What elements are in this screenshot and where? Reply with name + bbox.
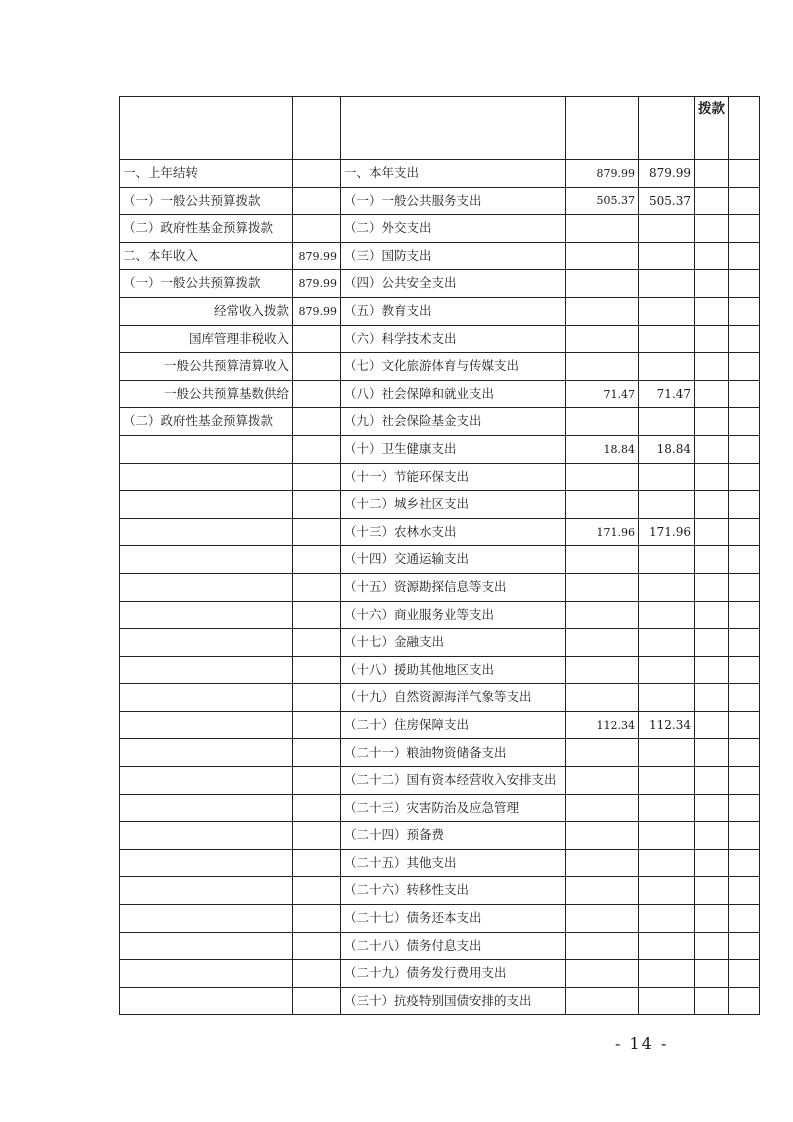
expense-basic-cell: 171.96 <box>639 518 695 546</box>
appropriation-cell <box>695 573 729 601</box>
expense-total-cell <box>566 463 639 491</box>
header-cell-income-amount <box>293 97 341 160</box>
table-row <box>120 435 760 463</box>
expense-item-cell: （十八）援助其他地区支出 <box>341 656 566 684</box>
income-item-cell <box>120 518 293 546</box>
appropriation-cell <box>695 932 729 960</box>
table-row <box>120 629 760 657</box>
income-amount-cell <box>293 629 341 657</box>
last-cell <box>729 546 760 574</box>
table-row <box>120 987 760 1015</box>
table-row <box>120 905 760 933</box>
income-amount-cell <box>293 849 341 877</box>
table-row <box>120 297 760 325</box>
table-row <box>120 711 760 739</box>
header-cell-income-item <box>120 97 293 160</box>
income-item-cell <box>120 656 293 684</box>
expense-item-cell: （十七）金融支出 <box>341 629 566 657</box>
appropriation-cell <box>695 215 729 243</box>
appropriation-cell <box>695 491 729 519</box>
income-item-cell: （二）政府性基金预算拨款 <box>120 215 293 243</box>
table-row <box>120 932 760 960</box>
expense-basic-cell <box>639 960 695 988</box>
expense-total-cell <box>566 656 639 684</box>
income-item-cell <box>120 463 293 491</box>
income-amount-cell <box>293 877 341 905</box>
last-cell <box>729 380 760 408</box>
expense-item-cell: 一、本年支出 <box>341 160 566 188</box>
appropriation-cell <box>695 711 729 739</box>
appropriation-cell <box>695 187 729 215</box>
expense-total-cell <box>566 573 639 601</box>
expense-total-cell <box>566 932 639 960</box>
expense-basic-cell <box>639 242 695 270</box>
header-cell-appropriation <box>695 97 729 160</box>
appropriation-cell <box>695 380 729 408</box>
expense-basic-cell: 112.34 <box>639 711 695 739</box>
table-row <box>120 270 760 298</box>
income-item-cell <box>120 711 293 739</box>
last-cell <box>729 463 760 491</box>
last-cell <box>729 215 760 243</box>
income-amount-cell <box>293 794 341 822</box>
income-amount-cell <box>293 656 341 684</box>
last-cell <box>729 629 760 657</box>
income-item-cell <box>120 629 293 657</box>
income-amount-cell: 879.99 <box>293 270 341 298</box>
table-row <box>120 656 760 684</box>
last-cell <box>729 767 760 795</box>
expense-basic-cell <box>639 270 695 298</box>
expense-total-cell <box>566 767 639 795</box>
expense-basic-cell <box>639 546 695 574</box>
expense-basic-cell <box>639 822 695 850</box>
income-item-cell <box>120 573 293 601</box>
appropriation-cell <box>695 546 729 574</box>
income-item-cell <box>120 987 293 1015</box>
appropriation-cell <box>695 435 729 463</box>
header-cell-expense-total <box>566 97 639 160</box>
table-row <box>120 546 760 574</box>
expense-total-cell <box>566 794 639 822</box>
expense-basic-cell <box>639 794 695 822</box>
expense-item-cell: （十六）商业服务业等支出 <box>341 601 566 629</box>
expense-item-cell: （八）社会保障和就业支出 <box>341 380 566 408</box>
expense-item-cell: （十五）资源勘探信息等支出 <box>341 573 566 601</box>
appropriation-cell <box>695 325 729 353</box>
last-cell <box>729 739 760 767</box>
income-amount-cell <box>293 822 341 850</box>
expense-total-cell: 171.96 <box>566 518 639 546</box>
income-amount-cell: 879.99 <box>293 242 341 270</box>
expense-basic-cell: 879.99 <box>639 160 695 188</box>
income-amount-cell <box>293 463 341 491</box>
last-cell <box>729 932 760 960</box>
income-item-cell: 一般公共预算清算收入 <box>120 353 293 381</box>
expense-basic-cell <box>639 573 695 601</box>
table-row <box>120 187 760 215</box>
appropriation-cell <box>695 960 729 988</box>
expense-item-cell: （二十三）灾害防治及应急管理 <box>341 794 566 822</box>
table-row <box>120 160 760 188</box>
appropriation-cell <box>695 656 729 684</box>
income-item-cell: （二）政府性基金预算拨款 <box>120 408 293 436</box>
expense-total-cell <box>566 684 639 712</box>
expense-item-cell: （二十）住房保障支出 <box>341 711 566 739</box>
expense-item-cell: （二十一）粮油物资储备支出 <box>341 739 566 767</box>
income-item-cell <box>120 684 293 712</box>
last-cell <box>729 242 760 270</box>
expense-basic-cell <box>639 849 695 877</box>
last-cell <box>729 160 760 188</box>
last-cell <box>729 684 760 712</box>
income-item-cell <box>120 822 293 850</box>
last-cell <box>729 656 760 684</box>
income-amount-cell <box>293 380 341 408</box>
table-row <box>120 573 760 601</box>
appropriation-cell <box>695 849 729 877</box>
table-row <box>120 215 760 243</box>
expense-item-cell: （十一）节能环保支出 <box>341 463 566 491</box>
last-cell <box>729 960 760 988</box>
appropriation-cell <box>695 160 729 188</box>
appropriation-cell <box>695 767 729 795</box>
income-amount-cell <box>293 160 341 188</box>
budget-table <box>119 96 760 1015</box>
expense-item-cell: （二十九）债务发行费用支出 <box>341 960 566 988</box>
expense-total-cell <box>566 849 639 877</box>
appropriation-cell <box>695 601 729 629</box>
last-cell <box>729 573 760 601</box>
expense-total-cell <box>566 408 639 436</box>
expense-basic-cell: 71.47 <box>639 380 695 408</box>
table-row <box>120 877 760 905</box>
income-item-cell <box>120 849 293 877</box>
table-row <box>120 518 760 546</box>
income-item-cell: 国库管理非税收入 <box>120 325 293 353</box>
income-item-cell: 经常收入拨款 <box>120 297 293 325</box>
income-amount-cell <box>293 960 341 988</box>
income-amount-cell <box>293 187 341 215</box>
last-cell <box>729 601 760 629</box>
income-amount-cell <box>293 711 341 739</box>
appropriation-cell <box>695 297 729 325</box>
expense-basic-cell <box>639 684 695 712</box>
expense-basic-cell <box>639 656 695 684</box>
last-cell <box>729 491 760 519</box>
table-row <box>120 684 760 712</box>
table-row <box>120 739 760 767</box>
expense-item-cell: （六）科学技术支出 <box>341 325 566 353</box>
expense-total-cell <box>566 546 639 574</box>
expense-item-cell: （十）卫生健康支出 <box>341 435 566 463</box>
expense-total-cell <box>566 297 639 325</box>
expense-total-cell: 18.84 <box>566 435 639 463</box>
expense-basic-cell <box>639 491 695 519</box>
appropriation-cell <box>695 629 729 657</box>
expense-item-cell: （二十七）债务还本支出 <box>341 905 566 933</box>
expense-total-cell <box>566 739 639 767</box>
expense-basic-cell <box>639 601 695 629</box>
last-cell <box>729 187 760 215</box>
appropriation-cell <box>695 353 729 381</box>
expense-basic-cell <box>639 215 695 243</box>
income-amount-cell <box>293 905 341 933</box>
appropriation-cell <box>695 684 729 712</box>
table-row <box>120 408 760 436</box>
expense-total-cell <box>566 270 639 298</box>
income-amount-cell <box>293 739 341 767</box>
expense-total-cell <box>566 960 639 988</box>
income-item-cell: 二、本年收入 <box>120 242 293 270</box>
header-cell-expense-item <box>341 97 566 160</box>
header-row <box>120 97 760 160</box>
last-cell <box>729 297 760 325</box>
table-row <box>120 767 760 795</box>
expense-basic-cell <box>639 629 695 657</box>
expense-item-cell: （三十）抗疫特别国债安排的支出 <box>341 987 566 1015</box>
expense-item-cell: （五）教育支出 <box>341 297 566 325</box>
income-item-cell <box>120 932 293 960</box>
income-item-cell <box>120 546 293 574</box>
income-item-cell <box>120 767 293 795</box>
income-amount-cell <box>293 491 341 519</box>
income-item-cell <box>120 435 293 463</box>
expense-item-cell: （十四）交通运输支出 <box>341 546 566 574</box>
income-item-cell <box>120 794 293 822</box>
expense-total-cell: 71.47 <box>566 380 639 408</box>
income-item-cell <box>120 960 293 988</box>
income-amount-cell <box>293 215 341 243</box>
income-item-cell <box>120 739 293 767</box>
income-amount-cell <box>293 435 341 463</box>
expense-total-cell <box>566 987 639 1015</box>
income-amount-cell <box>293 987 341 1015</box>
expense-total-cell <box>566 325 639 353</box>
expense-item-cell: （九）社会保险基金支出 <box>341 408 566 436</box>
expense-item-cell: （二十五）其他支出 <box>341 849 566 877</box>
expense-basic-cell <box>639 463 695 491</box>
income-amount-cell <box>293 601 341 629</box>
income-item-cell <box>120 905 293 933</box>
income-item-cell <box>120 877 293 905</box>
income-item-cell: 一、上年结转 <box>120 160 293 188</box>
expense-item-cell: （二）外交支出 <box>341 215 566 243</box>
appropriation-cell <box>695 463 729 491</box>
appropriation-cell <box>695 822 729 850</box>
expense-basic-cell <box>639 353 695 381</box>
expense-item-cell: （三）国防支出 <box>341 242 566 270</box>
income-amount-cell <box>293 353 341 381</box>
expense-basic-cell <box>639 325 695 353</box>
table-row <box>120 353 760 381</box>
last-cell <box>729 353 760 381</box>
expense-total-cell <box>566 629 639 657</box>
expense-total-cell: 505.37 <box>566 187 639 215</box>
appropriation-cell <box>695 905 729 933</box>
expense-total-cell <box>566 215 639 243</box>
table-row <box>120 822 760 850</box>
expense-item-cell: （四）公共安全支出 <box>341 270 566 298</box>
last-cell <box>729 408 760 436</box>
expense-total-cell <box>566 242 639 270</box>
expense-basic-cell <box>639 297 695 325</box>
expense-basic-cell <box>639 739 695 767</box>
expense-basic-cell <box>639 767 695 795</box>
appropriation-cell <box>695 242 729 270</box>
appropriation-cell <box>695 739 729 767</box>
expense-item-cell: （十二）城乡社区支出 <box>341 491 566 519</box>
last-cell <box>729 794 760 822</box>
expense-basic-cell <box>639 987 695 1015</box>
header-appropriation-label: 拨款 <box>698 101 725 117</box>
expense-basic-cell <box>639 905 695 933</box>
header-cell-last <box>729 97 760 160</box>
table-row <box>120 960 760 988</box>
table-row <box>120 242 760 270</box>
income-item-cell <box>120 601 293 629</box>
table-row <box>120 601 760 629</box>
expense-item-cell: （二十八）债务付息支出 <box>341 932 566 960</box>
income-amount-cell <box>293 573 341 601</box>
expense-total-cell: 112.34 <box>566 711 639 739</box>
income-amount-cell <box>293 325 341 353</box>
income-item-cell: （一）一般公共预算拨款 <box>120 270 293 298</box>
last-cell <box>729 849 760 877</box>
last-cell <box>729 987 760 1015</box>
expense-item-cell: （七）文化旅游体育与传媒支出 <box>341 353 566 381</box>
header-cell-expense-basic <box>639 97 695 160</box>
appropriation-cell <box>695 987 729 1015</box>
expense-item-cell: （二十四）预备费 <box>341 822 566 850</box>
expense-basic-cell: 18.84 <box>639 435 695 463</box>
income-amount-cell <box>293 546 341 574</box>
expense-basic-cell: 505.37 <box>639 187 695 215</box>
expense-item-cell: （一）一般公共服务支出 <box>341 187 566 215</box>
last-cell <box>729 905 760 933</box>
expense-basic-cell <box>639 932 695 960</box>
income-amount-cell <box>293 932 341 960</box>
last-cell <box>729 822 760 850</box>
expense-total-cell <box>566 353 639 381</box>
expense-total-cell <box>566 822 639 850</box>
appropriation-cell <box>695 408 729 436</box>
appropriation-cell <box>695 270 729 298</box>
table-row <box>120 380 760 408</box>
expense-total-cell <box>566 905 639 933</box>
table-row <box>120 325 760 353</box>
last-cell <box>729 711 760 739</box>
expense-total-cell <box>566 601 639 629</box>
appropriation-cell <box>695 794 729 822</box>
expense-item-cell: （十九）自然资源海洋气象等支出 <box>341 684 566 712</box>
last-cell <box>729 325 760 353</box>
income-item-cell <box>120 491 293 519</box>
income-item-cell: （一）一般公共预算拨款 <box>120 187 293 215</box>
expense-item-cell: （十三）农林水支出 <box>341 518 566 546</box>
page-number: - 14 - <box>615 1034 669 1053</box>
income-amount-cell <box>293 518 341 546</box>
income-amount-cell <box>293 408 341 436</box>
table-row <box>120 849 760 877</box>
income-amount-cell <box>293 684 341 712</box>
expense-item-cell: （二十六）转移性支出 <box>341 877 566 905</box>
expense-total-cell <box>566 877 639 905</box>
expense-item-cell: （二十二）国有资本经营收入安排支出 <box>341 767 566 795</box>
table-row <box>120 463 760 491</box>
table-row <box>120 794 760 822</box>
expense-basic-cell <box>639 877 695 905</box>
income-amount-cell <box>293 767 341 795</box>
last-cell <box>729 270 760 298</box>
income-item-cell: 一般公共预算基数供给 <box>120 380 293 408</box>
expense-basic-cell <box>639 408 695 436</box>
last-cell <box>729 435 760 463</box>
appropriation-cell <box>695 877 729 905</box>
last-cell <box>729 877 760 905</box>
table-row <box>120 491 760 519</box>
expense-total-cell: 879.99 <box>566 160 639 188</box>
expense-total-cell <box>566 491 639 519</box>
appropriation-cell <box>695 518 729 546</box>
last-cell <box>729 518 760 546</box>
income-amount-cell: 879.99 <box>293 297 341 325</box>
